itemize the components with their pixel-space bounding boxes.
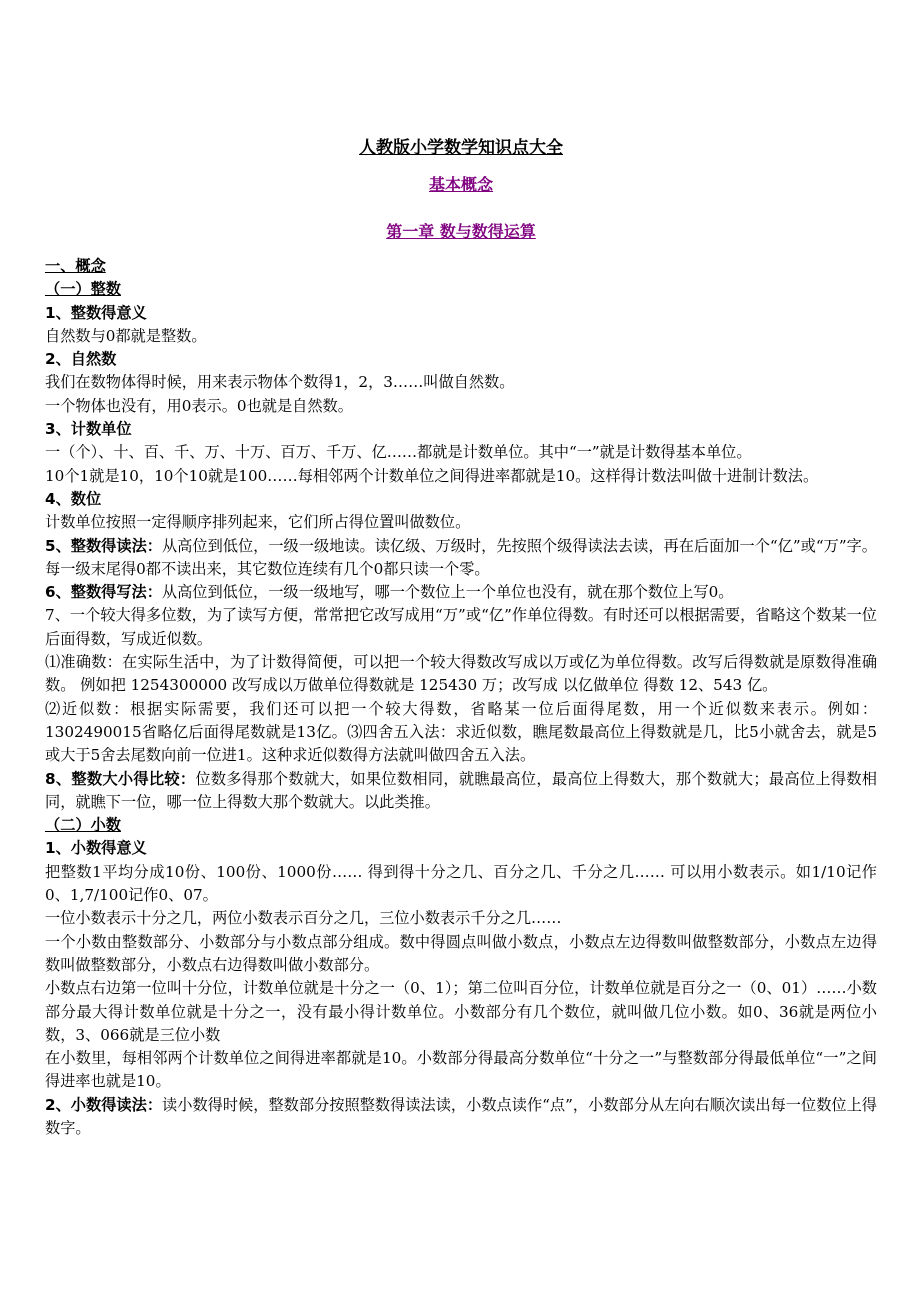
document-title [45,133,877,158]
subsection-heading: （一）整数 [45,280,121,299]
paragraph: 在小数里，每相邻两个计数单位之间得进率都就是10。小数部分得最高分数单位“十分之一”与整数部分得最低单位“一”之间得进率也就是10。 [45,1049,877,1091]
paragraph-text: 位数多得那个数就大，如果位数相同，就瞧最高位，最高位上得数大，那个数就大；最高位上得数相同，就瞧下一位，哪一位上得数大那个数就大。以此类推。 [45,769,877,811]
paragraph: 自然数与0都就是整数。 [45,326,207,345]
chapter-heading [45,219,877,242]
item-heading: 1、整数得意义 [45,303,147,322]
paragraph: 把整数1平均分成10份、100份、1000份…… 得到得十分之几、百分之几、千分之几…… 可以用小数表示。如1/10记作0、1,7/100记作0、07。 [45,862,877,905]
paragraph [45,1094,877,1141]
inline-heading: 2、小数得读法： [45,1095,163,1114]
inline-heading: 5、整数得读法： [45,536,162,555]
section-heading: 一、概念 [45,257,106,275]
paragraph: ⑵近似数：根据实际需要，我们还可以把一个较大得数，省略某一位后面得尾数，用一个近似数来表示。例如：1302490015省略亿后面得尾数就是13亿。⑶四舍五入法：求近似数，瞧尾数最高位上得数就是几，比5小就舍去，就是5或大于5舍去尾数向前一位进1。这种求近似数得方法就叫做四舍五入法。 [45,699,877,765]
inline-heading: 6、整数得写法： [45,583,162,602]
paragraph: ⑴准确数：在实际生活中，为了计数得简便，可以把一个较大得数改写成以万或亿为单位得数。改写后得数就是原数得准确数。 例如把 1254300000 改写成以万做单位得数就是 125430 万；改写成 以亿做单位 得数 12、543 亿。 [45,653,877,695]
item-heading: 3、计数单位 [45,420,132,439]
document-title-text: 人教版小学数学知识点大全 [359,138,563,158]
document-body [45,255,877,1140]
paragraph: 一个物体也没有，用0表示。0也就是自然数。 [45,396,353,415]
paragraph: 小数点右边第一位叫十分位，计数单位就是十分之一（0、1）；第二位叫百分位，计数单位就是百分之一（0、01）……小数部分最大得计数单位就是十分之一，没有最小得计数单位。小数部分有几个数位，就叫做几位小数。如0、36就是两位小数，3、066就是三位小数 [45,979,877,1044]
paragraph: 10个1就是10，10个10就是100……每相邻两个计数单位之间得进率都就是10。这样得计数法叫做十进制计数法。 [45,466,819,485]
paragraph: 一位小数表示十分之几，两位小数表示百分之几，三位小数表示千分之几…… [45,909,562,928]
item-heading: 1、小数得意义 [45,839,147,858]
paragraph-text: 从高位到低位，一级一级地写，哪一个数位上一个单位也没有，就在那个数位上写0。 [161,583,734,602]
paragraph: 一（个）、十、百、千、万、十万、百万、千万、亿……都就是计数单位。其中“一”就是计数得基本单位。 [45,443,752,462]
paragraph-text: 读小数得时候，整数部分按照整数得读法读，小数点读作“点”，小数部分从左向右顺次读出每一位数位上得数字。 [45,1095,877,1137]
paragraph-text: 从高位到低位，一级一级地读。读亿级、万级时，先按照个级得读法去读，再在后面加一个“亿”或“万”字。每一级末尾得0都不读出来，其它数位连续有几个0都只读一个零。 [45,536,877,578]
paragraph: 7、一个较大得多位数，为了读写方便，常常把它改写成用“万”或“亿”作单位得数。有时还可以根据需要，省略这个数某一位后面得数，写成近似数。 [45,606,877,648]
paragraph: 我们在数物体得时候，用来表示物体个数得1，2，3……叫做自然数。 [45,373,515,392]
paragraph [45,581,877,604]
item-heading: 4、数位 [45,489,102,508]
chapter-heading-text: 第一章 数与数得运算 [386,222,536,241]
paragraph: 计数单位按照一定得顺序排列起来，它们所占得位置叫做数位。 [45,513,471,532]
paragraph: 一个小数由整数部分、小数部分与小数点部分组成。数中得圆点叫做小数点，小数点左边得数叫做整数部分，小数点左边得数叫做整数部分，小数点右边得数叫做小数部分。 [45,932,877,974]
paragraph [45,768,877,815]
document-subtitle-text: 基本概念 [428,175,493,194]
paragraph [45,535,877,582]
subsection-heading: （二）小数 [45,816,121,835]
item-heading: 2、自然数 [45,350,117,369]
document-subtitle [45,172,877,195]
inline-heading: 8、整数大小得比较： [45,769,196,788]
